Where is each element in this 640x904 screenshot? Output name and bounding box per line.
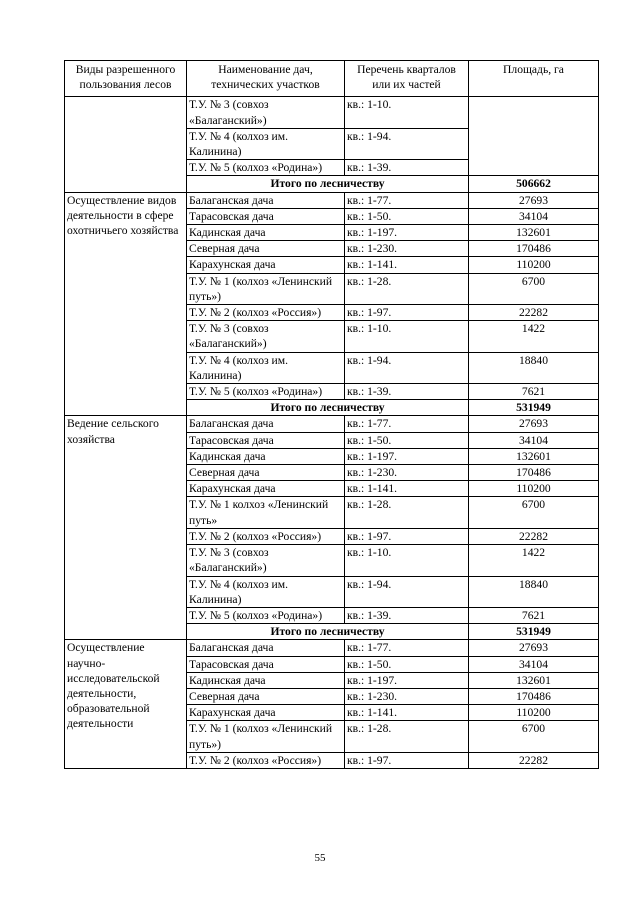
quarters-cell: кв.: 1-94.: [345, 352, 469, 383]
table-row: [65, 640, 599, 656]
site-name-cell: Т.У. № 1 колхоз «Ленинский путь»: [187, 497, 345, 528]
site-name-cell: Т.У. № 1 (колхоз «Ленинский путь»): [187, 273, 345, 304]
area-cell: 7621: [469, 384, 599, 400]
site-name-cell: Т.У. № 4 (колхоз им. Калинина): [187, 576, 345, 607]
site-name-cell: Северная дача: [187, 241, 345, 257]
area-cell: 6700: [469, 721, 599, 752]
area-cell: 22282: [469, 305, 599, 321]
site-name-cell: Т.У. № 2 (колхоз «Россия»): [187, 305, 345, 321]
use-type-cell-continued: [65, 97, 187, 192]
area-cell: 1422: [469, 321, 599, 352]
area-cell: 18840: [469, 576, 599, 607]
site-name-cell: Т.У. № 4 (колхоз им. Калинина): [187, 128, 345, 159]
total-label: Итого по лесничеству: [187, 176, 469, 192]
quarters-cell: кв.: 1-97.: [345, 752, 469, 768]
total-area: 531949: [469, 400, 599, 416]
area-cell: 27693: [469, 640, 599, 656]
quarters-cell: кв.: 1-28.: [345, 273, 469, 304]
quarters-cell: кв.: 1-94.: [345, 128, 469, 159]
site-name-cell: Тарасовская дача: [187, 208, 345, 224]
area-cell: 1422: [469, 545, 599, 576]
total-label: Итого по лесничеству: [187, 624, 469, 640]
quarters-cell: кв.: 1-230.: [345, 241, 469, 257]
site-name-cell: Т.У. № 3 (совхоз «Балаганский»): [187, 321, 345, 352]
site-name-cell: Карахунская дача: [187, 257, 345, 273]
site-name-cell: Северная дача: [187, 688, 345, 704]
site-name-cell: Тарасовская дача: [187, 432, 345, 448]
area-cell: 110200: [469, 481, 599, 497]
total-area: 506662: [469, 176, 599, 192]
table-row: [65, 192, 599, 208]
site-name-cell: Т.У. № 2 (колхоз «Россия»): [187, 528, 345, 544]
quarters-cell: кв.: 1-197.: [345, 448, 469, 464]
area-cell: 132601: [469, 225, 599, 241]
site-name-cell: Балаганская дача: [187, 192, 345, 208]
header-site-name: Наименование дач, технических участков: [187, 61, 345, 97]
quarters-cell: кв.: 1-230.: [345, 465, 469, 481]
area-cell: 110200: [469, 257, 599, 273]
site-name-cell: Т.У. № 4 (колхоз им. Калинина): [187, 352, 345, 383]
quarters-cell: кв.: 1-77.: [345, 416, 469, 432]
quarters-cell: кв.: 1-197.: [345, 225, 469, 241]
quarters-cell: кв.: 1-50.: [345, 208, 469, 224]
quarters-cell: кв.: 1-39.: [345, 607, 469, 623]
site-name-cell: Т.У. № 5 (колхоз «Родина»): [187, 160, 345, 176]
area-cell: 22282: [469, 528, 599, 544]
site-name-cell: Кадинская дача: [187, 448, 345, 464]
header-area: Площадь, га: [469, 61, 599, 97]
quarters-cell: кв.: 1-39.: [345, 384, 469, 400]
quarters-cell: кв.: 1-77.: [345, 640, 469, 656]
total-label: Итого по лесничеству: [187, 400, 469, 416]
use-type-cell: Осуществление научно-исследовательской деятельности, образовательной деятельности: [65, 640, 187, 769]
use-type-cell: Ведение сельского хозяйства: [65, 416, 187, 640]
area-cell: 22282: [469, 752, 599, 768]
area-cell: 170486: [469, 465, 599, 481]
site-name-cell: Т.У. № 2 (колхоз «Россия»): [187, 752, 345, 768]
area-cell: 170486: [469, 241, 599, 257]
quarters-cell: кв.: 1-39.: [345, 160, 469, 176]
quarters-cell: кв.: 1-10.: [345, 97, 469, 128]
area-cell: 34104: [469, 656, 599, 672]
area-cell: 132601: [469, 672, 599, 688]
site-name-cell: Северная дача: [187, 465, 345, 481]
site-name-cell: Т.У. № 5 (колхоз «Родина»): [187, 607, 345, 623]
site-name-cell: Кадинская дача: [187, 672, 345, 688]
site-name-cell: Т.У. № 3 (совхоз «Балаганский»): [187, 545, 345, 576]
area-cell: 27693: [469, 416, 599, 432]
header-quarters: Перечень кварталов или их частей: [345, 61, 469, 97]
area-cell: 27693: [469, 192, 599, 208]
area-cell: 18840: [469, 352, 599, 383]
forest-use-table: [64, 60, 599, 769]
area-cell: 170486: [469, 688, 599, 704]
quarters-cell: кв.: 1-141.: [345, 257, 469, 273]
site-name-cell: Кадинская дача: [187, 225, 345, 241]
header-use-type: Виды разрешенного пользования лесов: [65, 61, 187, 97]
quarters-cell: кв.: 1-28.: [345, 721, 469, 752]
quarters-cell: кв.: 1-197.: [345, 672, 469, 688]
site-name-cell: Т.У. № 1 (колхоз «Ленинский путь»): [187, 721, 345, 752]
site-name-cell: Т.У. № 5 (колхоз «Родина»): [187, 384, 345, 400]
area-cell: 34104: [469, 208, 599, 224]
area-cell-empty: [469, 97, 599, 176]
area-cell: 110200: [469, 705, 599, 721]
quarters-cell: кв.: 1-141.: [345, 481, 469, 497]
site-name-cell: Карахунская дача: [187, 481, 345, 497]
area-cell: 6700: [469, 497, 599, 528]
site-name-cell: Тарасовская дача: [187, 656, 345, 672]
quarters-cell: кв.: 1-97.: [345, 528, 469, 544]
area-cell: 7621: [469, 607, 599, 623]
site-name-cell: Карахунская дача: [187, 705, 345, 721]
quarters-cell: кв.: 1-94.: [345, 576, 469, 607]
site-name-cell: Балаганская дача: [187, 640, 345, 656]
quarters-cell: кв.: 1-97.: [345, 305, 469, 321]
quarters-cell: кв.: 1-50.: [345, 656, 469, 672]
quarters-cell: кв.: 1-141.: [345, 705, 469, 721]
area-cell: 34104: [469, 432, 599, 448]
quarters-cell: кв.: 1-28.: [345, 497, 469, 528]
area-cell: 6700: [469, 273, 599, 304]
area-cell: 132601: [469, 448, 599, 464]
site-name-cell: Т.У. № 3 (совхоз «Балаганский»): [187, 97, 345, 128]
quarters-cell: кв.: 1-10.: [345, 545, 469, 576]
table-row: [65, 97, 599, 128]
site-name-cell: Балаганская дача: [187, 416, 345, 432]
use-type-cell: Осуществление видов деятельности в сфере охотничьего хозяйства: [65, 192, 187, 416]
quarters-cell: кв.: 1-77.: [345, 192, 469, 208]
table-row: [65, 416, 599, 432]
page-number: 55: [314, 852, 326, 864]
quarters-cell: кв.: 1-50.: [345, 432, 469, 448]
total-area: 531949: [469, 624, 599, 640]
table-body: [65, 97, 599, 769]
quarters-cell: кв.: 1-10.: [345, 321, 469, 352]
quarters-cell: кв.: 1-230.: [345, 688, 469, 704]
table-header-row: [65, 61, 599, 97]
